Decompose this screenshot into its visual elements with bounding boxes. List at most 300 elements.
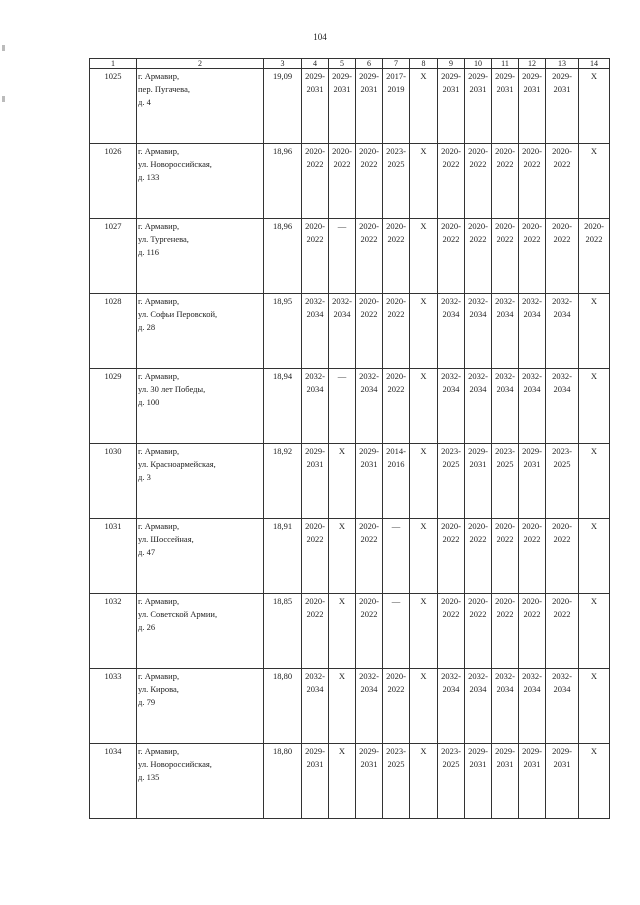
period-cell bbox=[519, 219, 546, 294]
cell-line: 2020- bbox=[522, 146, 542, 156]
cell-line: 2025 bbox=[442, 459, 460, 469]
record-number: 1034 bbox=[90, 744, 137, 819]
period-cell bbox=[519, 744, 546, 819]
period-cell bbox=[519, 294, 546, 369]
cell-line: 2031 bbox=[523, 459, 541, 469]
cell-line: 2034 bbox=[469, 309, 487, 319]
cell-line: 2029- bbox=[468, 746, 488, 756]
cell-line: 2022 bbox=[306, 234, 324, 244]
value-cell: 18,96 bbox=[264, 144, 302, 219]
period-cell bbox=[302, 369, 329, 444]
cell-line: 2034 bbox=[553, 684, 571, 694]
table-row bbox=[90, 144, 610, 219]
period-cell bbox=[546, 669, 579, 744]
cell-line: 2029- bbox=[522, 746, 542, 756]
period-cell bbox=[519, 519, 546, 594]
cell-line: X bbox=[590, 296, 598, 306]
cell-line: 2020- bbox=[495, 221, 515, 231]
period-cell bbox=[492, 369, 519, 444]
period-cell bbox=[519, 144, 546, 219]
cell-line: 2029- bbox=[359, 746, 379, 756]
cell-line: X bbox=[590, 746, 598, 756]
period-cell bbox=[383, 444, 410, 519]
table-row bbox=[90, 594, 610, 669]
cell-line: 2020- bbox=[441, 521, 461, 531]
cell-line: 2034 bbox=[496, 309, 514, 319]
cell-line: 2032- bbox=[468, 671, 488, 681]
cell-line: 2022 bbox=[442, 159, 460, 169]
cell-line: 2022 bbox=[553, 609, 571, 619]
cell-line: X bbox=[590, 596, 598, 606]
cell-line: ул. Красноармейская, bbox=[138, 459, 216, 469]
cell-line: 2032- bbox=[305, 671, 325, 681]
cell-line: 2025 bbox=[442, 759, 460, 769]
cell-line: 2032- bbox=[495, 671, 515, 681]
cell-line: 2022 bbox=[442, 534, 460, 544]
cell-line: 2023- bbox=[441, 446, 461, 456]
cell-line: 2022 bbox=[469, 234, 487, 244]
cell-line: 2029- bbox=[305, 446, 325, 456]
cell-line: 2022 bbox=[496, 234, 514, 244]
period-cell bbox=[579, 69, 610, 144]
cell-line: 2032- bbox=[552, 371, 572, 381]
cell-line: 2029- bbox=[468, 71, 488, 81]
value-cell: 18,80 bbox=[264, 744, 302, 819]
cell-line: 2031 bbox=[553, 759, 571, 769]
period-cell bbox=[356, 519, 383, 594]
period-cell bbox=[546, 594, 579, 669]
cell-line: ул. Кирова, bbox=[138, 684, 179, 694]
mark-cell: X bbox=[410, 294, 438, 369]
period-cell bbox=[438, 744, 465, 819]
cell-line: 2022 bbox=[523, 609, 541, 619]
period-cell bbox=[329, 594, 356, 669]
cell-line: 2029- bbox=[332, 71, 352, 81]
period-cell bbox=[492, 444, 519, 519]
column-number: 5 bbox=[329, 59, 356, 69]
cell-line: 2022 bbox=[523, 234, 541, 244]
address-cell bbox=[137, 594, 264, 669]
cell-line: X bbox=[590, 371, 598, 381]
period-cell bbox=[383, 69, 410, 144]
cell-line: 2022 bbox=[469, 609, 487, 619]
cell-line: X bbox=[590, 521, 598, 531]
cell-line: 2020- bbox=[359, 521, 379, 531]
cell-line: г. Армавир, bbox=[138, 371, 180, 381]
mark-cell: X bbox=[410, 744, 438, 819]
cell-line: 2020- bbox=[332, 146, 352, 156]
cell-line: — bbox=[337, 371, 347, 381]
period-cell bbox=[438, 69, 465, 144]
cell-line: д. 3 bbox=[138, 472, 151, 482]
cell-line: 2019 bbox=[387, 84, 405, 94]
cell-line: 2022 bbox=[553, 234, 571, 244]
mark-cell: X bbox=[410, 144, 438, 219]
cell-line: 2020- bbox=[552, 146, 572, 156]
cell-line: — bbox=[391, 596, 401, 606]
period-cell bbox=[492, 69, 519, 144]
cell-line: 2022 bbox=[360, 609, 378, 619]
cell-line: 2020- bbox=[552, 221, 572, 231]
period-cell bbox=[546, 744, 579, 819]
cell-line: г. Армавир, bbox=[138, 71, 180, 81]
mark-cell: X bbox=[410, 219, 438, 294]
period-cell bbox=[579, 744, 610, 819]
period-cell bbox=[302, 294, 329, 369]
cell-line: г. Армавир, bbox=[138, 746, 180, 756]
column-number: 4 bbox=[302, 59, 329, 69]
cell-line: 2032- bbox=[552, 671, 572, 681]
column-number: 10 bbox=[465, 59, 492, 69]
cell-line: 2032- bbox=[522, 671, 542, 681]
period-cell bbox=[356, 444, 383, 519]
cell-line: 2020- bbox=[584, 221, 604, 231]
cell-line: 2020- bbox=[305, 221, 325, 231]
period-cell bbox=[465, 369, 492, 444]
period-cell bbox=[383, 744, 410, 819]
cell-line: 2020- bbox=[359, 296, 379, 306]
cell-line: 2022 bbox=[387, 234, 405, 244]
cell-line: 2022 bbox=[333, 159, 351, 169]
cell-line: 2022 bbox=[523, 534, 541, 544]
value-cell: 18,92 bbox=[264, 444, 302, 519]
column-number: 2 bbox=[137, 59, 264, 69]
period-cell bbox=[356, 69, 383, 144]
value-cell: 18,95 bbox=[264, 294, 302, 369]
column-number: 3 bbox=[264, 59, 302, 69]
cell-line: 2029- bbox=[359, 446, 379, 456]
period-cell bbox=[519, 594, 546, 669]
period-cell bbox=[302, 594, 329, 669]
cell-line: X bbox=[590, 71, 598, 81]
period-cell bbox=[383, 594, 410, 669]
period-cell bbox=[329, 144, 356, 219]
cell-line: 2031 bbox=[496, 84, 514, 94]
cell-line: 2020- bbox=[359, 146, 379, 156]
cell-line: 2031 bbox=[469, 459, 487, 469]
cell-line: X bbox=[338, 671, 346, 681]
cell-line: 2029- bbox=[495, 746, 515, 756]
cell-line: 2020- bbox=[359, 221, 379, 231]
cell-line: д. 116 bbox=[138, 247, 160, 257]
cell-line: 2034 bbox=[469, 384, 487, 394]
cell-line: 2025 bbox=[387, 759, 405, 769]
record-number: 1031 bbox=[90, 519, 137, 594]
period-cell bbox=[302, 219, 329, 294]
cell-line: 2020- bbox=[552, 521, 572, 531]
period-cell bbox=[492, 144, 519, 219]
period-cell bbox=[356, 144, 383, 219]
cell-line: 2032- bbox=[552, 296, 572, 306]
cell-line: г. Армавир, bbox=[138, 446, 180, 456]
cell-line: 2031 bbox=[306, 84, 324, 94]
period-cell bbox=[438, 519, 465, 594]
register-table bbox=[89, 58, 610, 819]
record-number: 1026 bbox=[90, 144, 137, 219]
cell-line: 2034 bbox=[360, 684, 378, 694]
cell-line: 2031 bbox=[496, 759, 514, 769]
cell-line: X bbox=[590, 146, 598, 156]
cell-line: 2020- bbox=[441, 221, 461, 231]
cell-line: 2034 bbox=[469, 684, 487, 694]
period-cell bbox=[302, 144, 329, 219]
cell-line: 2022 bbox=[469, 534, 487, 544]
record-number: 1029 bbox=[90, 369, 137, 444]
cell-line: 2032- bbox=[468, 371, 488, 381]
period-cell bbox=[465, 69, 492, 144]
value-cell: 18,94 bbox=[264, 369, 302, 444]
cell-line: 2032- bbox=[522, 371, 542, 381]
cell-line: 2032- bbox=[441, 671, 461, 681]
value-cell: 19,09 bbox=[264, 69, 302, 144]
period-cell bbox=[546, 369, 579, 444]
cell-line: д. 100 bbox=[138, 397, 160, 407]
cell-line: 2034 bbox=[442, 309, 460, 319]
period-cell bbox=[492, 594, 519, 669]
cell-line: 2022 bbox=[442, 609, 460, 619]
cell-line: г. Армавир, bbox=[138, 671, 180, 681]
cell-line: 2031 bbox=[333, 84, 351, 94]
cell-line: 2034 bbox=[496, 384, 514, 394]
mark-cell: X bbox=[410, 69, 438, 144]
cell-line: 2034 bbox=[496, 684, 514, 694]
cell-line: г. Армавир, bbox=[138, 221, 180, 231]
period-cell bbox=[383, 519, 410, 594]
period-cell bbox=[519, 444, 546, 519]
address-cell bbox=[137, 294, 264, 369]
cell-line: 2020- bbox=[495, 596, 515, 606]
cell-line: 2020- bbox=[386, 371, 406, 381]
cell-line: 2031 bbox=[360, 459, 378, 469]
period-cell bbox=[329, 69, 356, 144]
period-cell bbox=[579, 369, 610, 444]
period-cell bbox=[579, 669, 610, 744]
cell-line: 2020- bbox=[522, 596, 542, 606]
period-cell bbox=[465, 294, 492, 369]
cell-line: 2032- bbox=[441, 296, 461, 306]
period-cell bbox=[383, 219, 410, 294]
cell-line: 2020- bbox=[386, 671, 406, 681]
column-number: 12 bbox=[519, 59, 546, 69]
cell-line: 2034 bbox=[360, 384, 378, 394]
table-row bbox=[90, 294, 610, 369]
cell-line: 2029- bbox=[305, 71, 325, 81]
period-cell bbox=[465, 669, 492, 744]
cell-line: ул. Новороссийская, bbox=[138, 159, 212, 169]
period-cell bbox=[579, 444, 610, 519]
table-body bbox=[90, 59, 610, 819]
column-number: 14 bbox=[579, 59, 610, 69]
period-cell bbox=[438, 369, 465, 444]
address-cell bbox=[137, 144, 264, 219]
cell-line: 2022 bbox=[387, 684, 405, 694]
cell-line: 2031 bbox=[306, 459, 324, 469]
period-cell bbox=[579, 594, 610, 669]
table-row bbox=[90, 369, 610, 444]
cell-line: г. Армавир, bbox=[138, 296, 180, 306]
period-cell bbox=[465, 219, 492, 294]
cell-line: 2029- bbox=[552, 71, 572, 81]
cell-line: 2022 bbox=[585, 234, 603, 244]
cell-line: 2034 bbox=[306, 684, 324, 694]
period-cell bbox=[329, 744, 356, 819]
cell-line: 2025 bbox=[553, 459, 571, 469]
cell-line: ул. 30 лет Победы, bbox=[138, 384, 206, 394]
cell-line: г. Армавир, bbox=[138, 521, 180, 531]
period-cell bbox=[546, 69, 579, 144]
period-cell bbox=[329, 444, 356, 519]
cell-line: 2034 bbox=[523, 384, 541, 394]
period-cell bbox=[383, 144, 410, 219]
period-cell bbox=[329, 669, 356, 744]
column-number: 8 bbox=[410, 59, 438, 69]
cell-line: 2031 bbox=[523, 84, 541, 94]
value-cell: 18,85 bbox=[264, 594, 302, 669]
page-number: 104 bbox=[313, 32, 327, 42]
cell-line: 2014- bbox=[386, 446, 406, 456]
cell-line: 2023- bbox=[495, 446, 515, 456]
cell-line: 2031 bbox=[360, 759, 378, 769]
cell-line: 2022 bbox=[496, 159, 514, 169]
cell-line: 2020- bbox=[468, 596, 488, 606]
period-cell bbox=[579, 219, 610, 294]
cell-line: д. 4 bbox=[138, 97, 151, 107]
cell-line: 2032- bbox=[359, 671, 379, 681]
cell-line: 2020- bbox=[305, 596, 325, 606]
record-number: 1030 bbox=[90, 444, 137, 519]
column-number: 1 bbox=[90, 59, 137, 69]
period-cell bbox=[302, 519, 329, 594]
cell-line: 2020- bbox=[468, 521, 488, 531]
cell-line: 2032- bbox=[441, 371, 461, 381]
cell-line: X bbox=[338, 596, 346, 606]
address-cell bbox=[137, 69, 264, 144]
cell-line: 2020- bbox=[305, 146, 325, 156]
period-cell bbox=[356, 744, 383, 819]
cell-line: 2034 bbox=[553, 309, 571, 319]
cell-line: 2020- bbox=[386, 296, 406, 306]
cell-line: 2022 bbox=[442, 234, 460, 244]
cell-line: 2031 bbox=[306, 759, 324, 769]
cell-line: 2032- bbox=[495, 371, 515, 381]
cell-line: 2022 bbox=[523, 159, 541, 169]
address-cell bbox=[137, 669, 264, 744]
period-cell bbox=[356, 669, 383, 744]
cell-line: 2023- bbox=[386, 746, 406, 756]
cell-line: г. Армавир, bbox=[138, 146, 180, 156]
period-cell bbox=[438, 144, 465, 219]
mark-cell: X bbox=[410, 594, 438, 669]
period-cell bbox=[356, 219, 383, 294]
period-cell bbox=[465, 444, 492, 519]
period-cell bbox=[519, 69, 546, 144]
record-number: 1027 bbox=[90, 219, 137, 294]
cell-line: 2020- bbox=[522, 521, 542, 531]
period-cell bbox=[383, 294, 410, 369]
margin-mark bbox=[2, 96, 5, 102]
cell-line: 2023- bbox=[386, 146, 406, 156]
cell-line: 2020- bbox=[468, 221, 488, 231]
period-cell bbox=[465, 744, 492, 819]
period-cell bbox=[465, 519, 492, 594]
cell-line: 2022 bbox=[360, 234, 378, 244]
record-number: 1028 bbox=[90, 294, 137, 369]
period-cell bbox=[302, 444, 329, 519]
cell-line: ул. Советской Армии, bbox=[138, 609, 218, 619]
record-number: 1025 bbox=[90, 69, 137, 144]
period-cell bbox=[579, 519, 610, 594]
mark-cell: X bbox=[410, 519, 438, 594]
period-cell bbox=[492, 294, 519, 369]
margin-mark bbox=[2, 45, 5, 51]
cell-line: 2025 bbox=[496, 459, 514, 469]
cell-line: 2016 bbox=[387, 459, 405, 469]
period-cell bbox=[546, 444, 579, 519]
period-cell bbox=[546, 219, 579, 294]
value-cell: 18,91 bbox=[264, 519, 302, 594]
cell-line: 2020- bbox=[359, 596, 379, 606]
cell-line: 2032- bbox=[495, 296, 515, 306]
cell-line: 2032- bbox=[522, 296, 542, 306]
table-row bbox=[90, 669, 610, 744]
cell-line: — bbox=[337, 221, 347, 231]
cell-line: д. 79 bbox=[138, 697, 156, 707]
cell-line: 2034 bbox=[442, 384, 460, 394]
period-cell bbox=[465, 594, 492, 669]
period-cell bbox=[492, 219, 519, 294]
period-cell bbox=[329, 294, 356, 369]
cell-line: 2034 bbox=[523, 309, 541, 319]
period-cell bbox=[438, 294, 465, 369]
cell-line: X bbox=[338, 521, 346, 531]
cell-line: 2029- bbox=[522, 71, 542, 81]
table-row bbox=[90, 744, 610, 819]
column-number: 11 bbox=[492, 59, 519, 69]
cell-line: 2029- bbox=[359, 71, 379, 81]
cell-line: 2031 bbox=[360, 84, 378, 94]
cell-line: 2034 bbox=[553, 384, 571, 394]
cell-line: д. 135 bbox=[138, 772, 160, 782]
table-row bbox=[90, 219, 610, 294]
period-cell bbox=[438, 669, 465, 744]
cell-line: 2017- bbox=[386, 71, 406, 81]
cell-line: 2022 bbox=[306, 609, 324, 619]
column-number: 6 bbox=[356, 59, 383, 69]
cell-line: 2020- bbox=[468, 146, 488, 156]
cell-line: 2022 bbox=[496, 534, 514, 544]
period-cell bbox=[329, 519, 356, 594]
period-cell bbox=[546, 294, 579, 369]
cell-line: 2025 bbox=[387, 159, 405, 169]
cell-line: 2022 bbox=[469, 159, 487, 169]
period-cell bbox=[465, 144, 492, 219]
address-cell bbox=[137, 519, 264, 594]
period-cell bbox=[329, 219, 356, 294]
cell-line: ул. Софьи Перовской, bbox=[138, 309, 218, 319]
period-cell bbox=[383, 669, 410, 744]
cell-line: 2032- bbox=[305, 371, 325, 381]
period-cell bbox=[302, 669, 329, 744]
cell-line: г. Армавир, bbox=[138, 596, 180, 606]
cell-line: X bbox=[338, 746, 346, 756]
cell-line: 2031 bbox=[553, 84, 571, 94]
address-cell bbox=[137, 444, 264, 519]
period-cell bbox=[492, 519, 519, 594]
cell-line: 2032- bbox=[359, 371, 379, 381]
period-cell bbox=[519, 369, 546, 444]
cell-line: д. 47 bbox=[138, 547, 156, 557]
value-cell: 18,96 bbox=[264, 219, 302, 294]
